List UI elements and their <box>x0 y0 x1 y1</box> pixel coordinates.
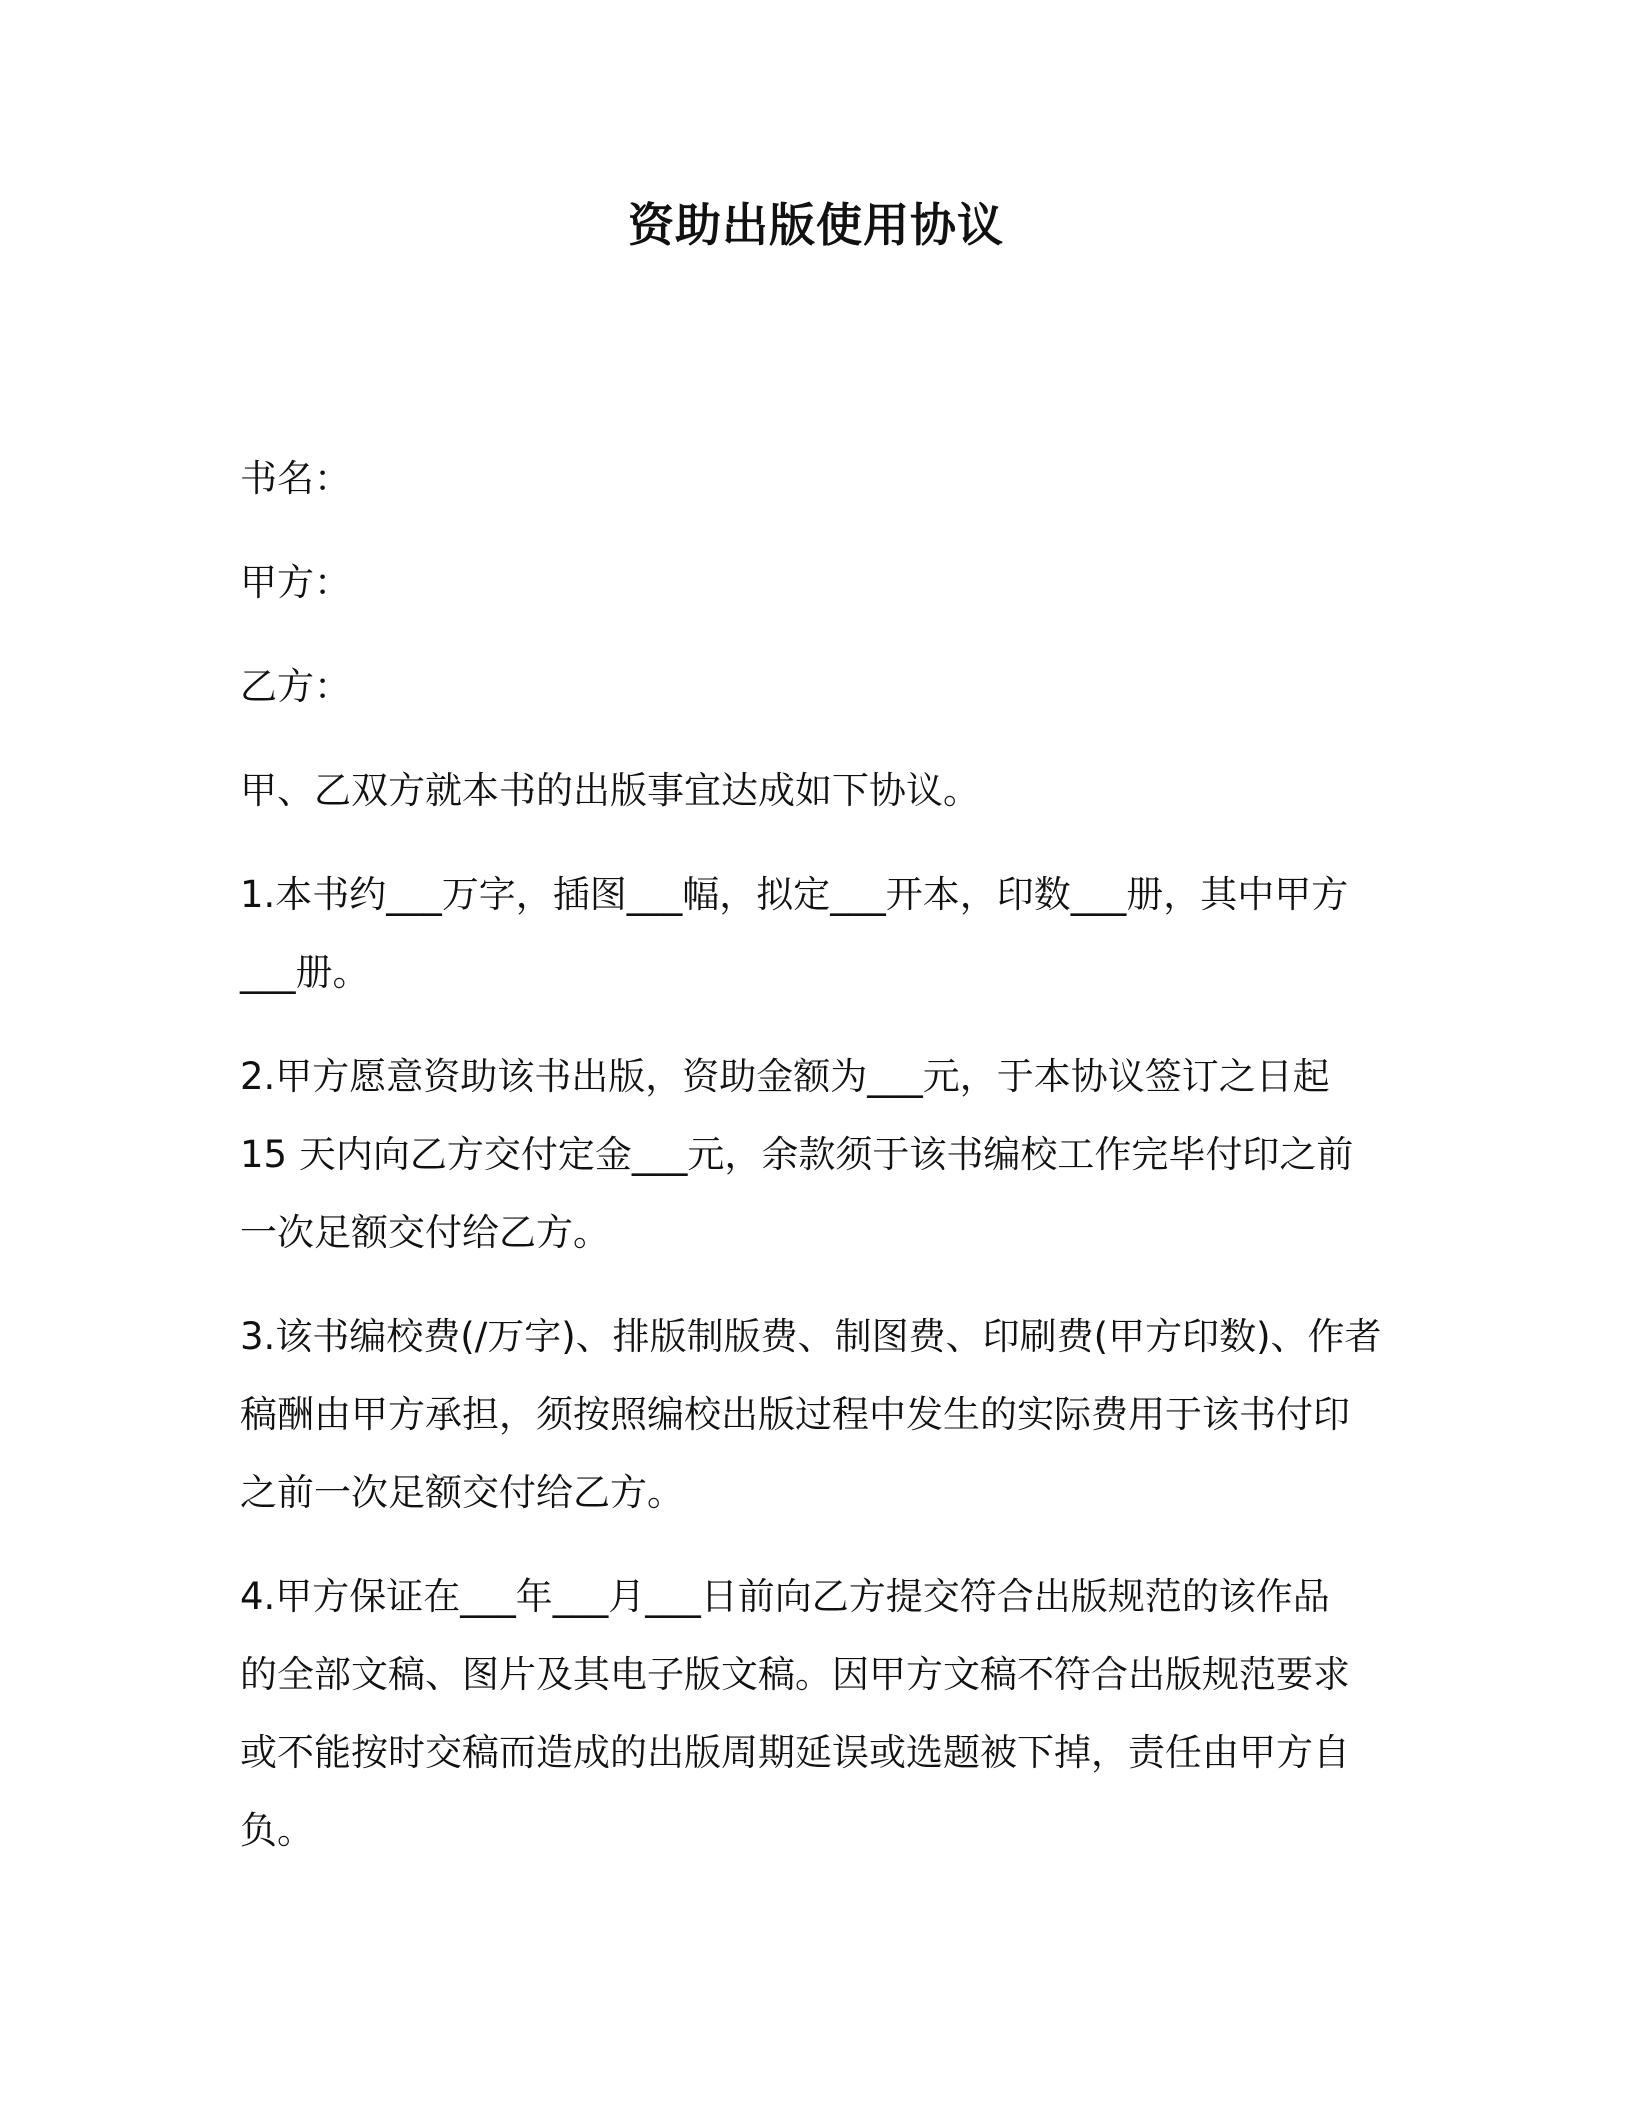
clause-3 <box>240 1298 1390 1532</box>
clause-line: 3.该书编校费(/万字)、排版制版费、制图费、印刷费(甲方印数)、作者 <box>240 1315 1382 1358</box>
clause-line: 15 天内向乙方交付定金___元，余款须于该书编校工作完毕付印之前 <box>240 1133 1354 1176</box>
document-title: 资助出版使用协议 <box>628 198 1004 252</box>
clause-line: 的全部文稿、图片及其电子版文稿。因甲方文稿不符合出版规范要求 <box>240 1653 1350 1696</box>
field-party-a: 甲方： <box>240 561 351 604</box>
clause-line: 4.甲方保证在___年___月___日前向乙方提交符合出版规范的该作品 <box>240 1575 1330 1618</box>
clause-line: 一次足额交付给乙方。 <box>240 1211 610 1254</box>
clause-2 <box>240 1038 1390 1272</box>
field-book-name: 书名： <box>240 457 351 500</box>
clause-line: 或不能按时交稿而造成的出版周期延误或选题被下掉，责任由甲方自 <box>240 1731 1350 1774</box>
clause-line: 负。 <box>240 1809 314 1852</box>
clause-line: 之前一次足额交付给乙方。 <box>240 1471 684 1514</box>
clause-line: ___册。 <box>240 951 370 994</box>
clause-line: 2.甲方愿意资助该书出版，资助金额为___元，于本协议签订之日起 <box>240 1055 1330 1098</box>
clause-line: 1.本书约___万字，插图___幅，拟定___开本，印数___册，其中甲方 <box>240 873 1349 916</box>
intro-paragraph: 甲、乙双方就本书的出版事宜达成如下协议。 <box>240 769 980 812</box>
field-party-b: 乙方： <box>240 665 351 708</box>
clause-4 <box>240 1558 1390 1870</box>
clause-1 <box>240 856 1390 1012</box>
clause-line: 稿酬由甲方承担，须按照编校出版过程中发生的实际费用于该书付印 <box>240 1393 1350 1436</box>
document-body <box>240 440 1390 1896</box>
